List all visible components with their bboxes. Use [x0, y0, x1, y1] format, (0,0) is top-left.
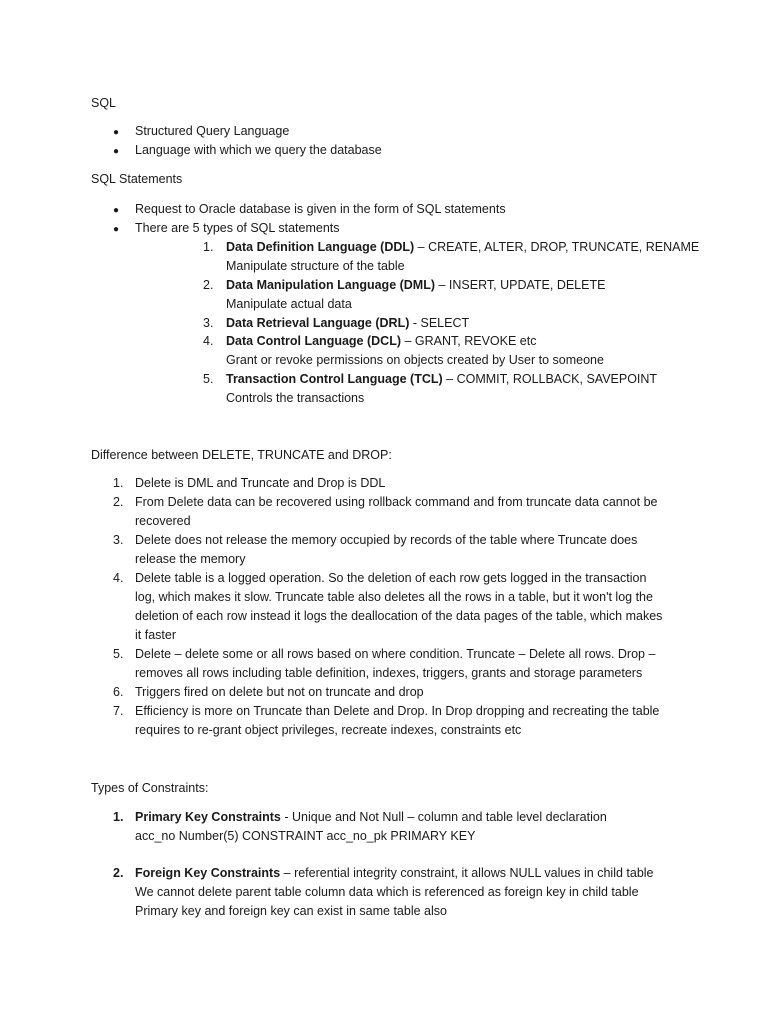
constraint-note: Primary key and foreign key can exist in same table also [135, 904, 447, 918]
statement-type-name: Data Manipulation Language (DML) [226, 278, 436, 292]
statement-type-description: Manipulate actual data [226, 297, 352, 311]
list-item-continuation: it faster [135, 628, 176, 642]
list-item: Language with which we query the database [135, 143, 382, 157]
list-item-continuation: release the memory [135, 552, 246, 566]
list-number: 2. [113, 866, 124, 880]
bullet-dot-icon: ● [113, 127, 120, 138]
list-item-continuation: log, which makes it slow. Truncate table also deletes all the rows in a table, but it won't log the [135, 590, 653, 604]
list-item-continuation: removes all rows including table definition, indexes, triggers, grants and storage parameters [135, 666, 643, 680]
list-number: 5. [113, 647, 124, 661]
list-item-continuation: deletion of each row instead it logs the deallocation of the data pages of the table, which makes [135, 609, 663, 623]
list-item: Delete – delete some or all rows based on where condition. Truncate – Delete all rows. Drop – [135, 647, 656, 661]
list-item [226, 314, 469, 333]
constraint-description: - Unique and Not Null – column and table level declaration [280, 810, 607, 824]
list-item: Request to Oracle database is given in the form of SQL statements [135, 202, 506, 216]
list-item: There are 5 types of SQL statements [135, 221, 340, 235]
statement-type-name: Data Control Language (DCL) [226, 334, 401, 348]
section-heading-sql-statements: SQL Statements [91, 172, 183, 186]
constraint-name: Foreign Key Constraints [135, 866, 281, 880]
section-heading-constraints: Types of Constraints: [91, 781, 209, 795]
list-item-continuation: recovered [135, 514, 191, 528]
bullet-dot-icon: ● [113, 224, 120, 235]
list-item [226, 332, 536, 351]
section-heading-difference: Difference between DELETE, TRUNCATE and DROP: [91, 448, 392, 462]
list-item [135, 808, 607, 827]
list-number: 7. [113, 704, 124, 718]
statement-type-name: Transaction Control Language (TCL) [226, 372, 443, 386]
statement-type-description: Grant or revoke permissions on objects created by User to someone [226, 353, 604, 367]
bullet-dot-icon: ● [113, 205, 120, 216]
statement-type-name: Data Retrieval Language (DRL) [226, 316, 410, 330]
list-item: Delete table is a logged operation. So the deletion of each row gets logged in the transaction [135, 571, 647, 585]
list-item [226, 276, 605, 295]
constraint-note: We cannot delete parent table column data which is referenced as foreign key in child table [135, 885, 639, 899]
list-number: 1. [203, 240, 214, 254]
list-item: Delete is DML and Truncate and Drop is DDL [135, 476, 386, 490]
statement-type-commands: - SELECT [409, 316, 470, 330]
statement-type-commands: – COMMIT, ROLLBACK, SAVEPOINT [442, 372, 658, 386]
list-number: 1. [113, 476, 124, 490]
list-number: 2. [203, 278, 214, 292]
list-item: Triggers fired on delete but not on truncate and drop [135, 685, 424, 699]
list-number: 5. [203, 372, 214, 386]
constraint-example: acc_no Number(5) CONSTRAINT acc_no_pk PRIMARY KEY [135, 829, 476, 843]
constraint-description: – referential integrity constraint, it allows NULL values in child table [280, 866, 654, 880]
list-number: 3. [203, 316, 214, 330]
list-item: Delete does not release the memory occupied by records of the table where Truncate does [135, 533, 638, 547]
list-item [226, 238, 699, 257]
list-number: 6. [113, 685, 124, 699]
list-item [226, 370, 657, 389]
statement-type-commands: – GRANT, REVOKE etc [401, 334, 537, 348]
list-number: 4. [203, 334, 214, 348]
statement-type-name: Data Definition Language (DDL) [226, 240, 415, 254]
list-item-continuation: requires to re-grant object privileges, recreate indexes, constraints etc [135, 723, 522, 737]
list-number: 3. [113, 533, 124, 547]
statement-type-description: Manipulate structure of the table [226, 259, 405, 273]
constraint-name: Primary Key Constraints [135, 810, 281, 824]
list-item: From Delete data can be recovered using rollback command and from truncate data cannot be [135, 495, 658, 509]
statement-type-description: Controls the transactions [226, 391, 365, 405]
list-number: 2. [113, 495, 124, 509]
bullet-dot-icon: ● [113, 146, 120, 157]
list-item [135, 864, 654, 883]
list-item: Structured Query Language [135, 124, 290, 138]
list-number: 1. [113, 810, 124, 824]
statement-type-commands: – INSERT, UPDATE, DELETE [435, 278, 606, 292]
section-heading-sql: SQL [91, 96, 117, 110]
list-number: 4. [113, 571, 124, 585]
statement-type-commands: – CREATE, ALTER, DROP, TRUNCATE, RENAME [414, 240, 700, 254]
list-item: Efficiency is more on Truncate than Delete and Drop. In Drop dropping and recreating the table [135, 704, 660, 718]
